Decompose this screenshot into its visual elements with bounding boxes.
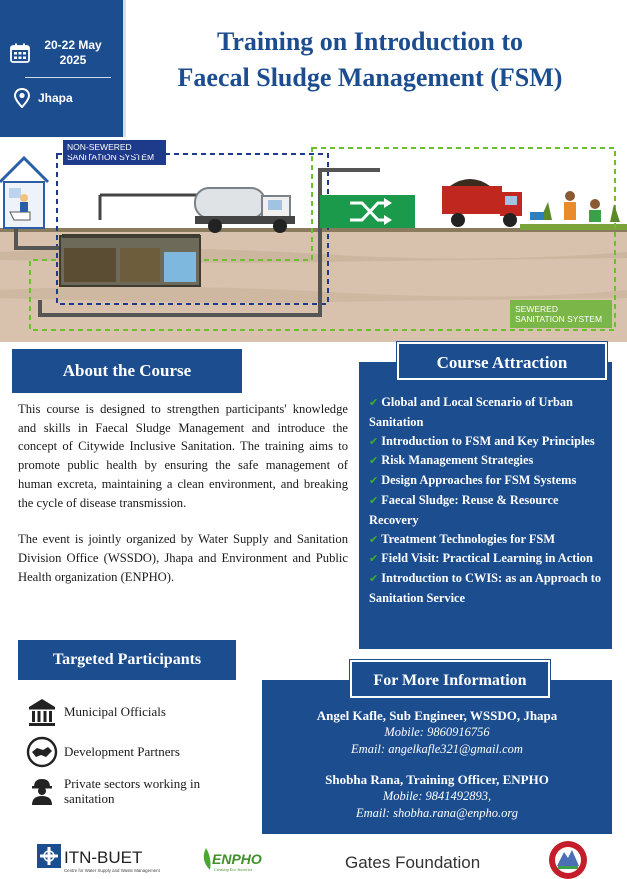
attraction-item: ✔ Design Approaches for FSM Systems <box>369 473 577 488</box>
event-location <box>14 88 73 108</box>
contact-mobile: Mobile: 9841492893, <box>382 789 492 803</box>
check-icon: ✔ <box>369 474 379 488</box>
itn-name: ITN-BUET <box>64 848 143 867</box>
attraction-item: ✔ Introduction to FSM and Key Principles <box>369 433 595 448</box>
divider <box>25 77 111 78</box>
participant-label: Private sectors working in sanitation <box>64 776 201 806</box>
about-text <box>18 400 348 586</box>
date-text: 20-22 May 2025 <box>44 38 102 67</box>
enpho-name: ENPHO <box>212 851 262 867</box>
check-icon: ✔ <box>369 396 379 409</box>
about-heading: About the Course <box>12 349 242 393</box>
attraction-item: ✔ Treatment Technologies for FSM <box>369 531 556 546</box>
location-pin-icon <box>14 88 30 108</box>
handshake-icon <box>26 736 58 768</box>
septic-tank-icon <box>60 234 200 286</box>
contact-name: Shobha Rana, Training Officer, ENPHO <box>325 772 549 787</box>
contact-name: Angel Kafle, Sub Engineer, WSSDO, Jhapa <box>316 708 558 723</box>
check-icon: ✔ <box>369 493 379 507</box>
itn-buet-logo <box>37 844 161 873</box>
event-date <box>10 38 108 68</box>
participant-item <box>26 696 166 728</box>
page-title: Training on Introduction to Faecal Sludge Management (FSM) <box>177 27 563 92</box>
location-text: Jhapa <box>38 91 73 105</box>
more-info-heading: For More Information <box>350 660 550 698</box>
sidebar-edge <box>123 0 126 137</box>
event-info-box <box>0 0 123 137</box>
enpho-tagline: Creating Eco Societies <box>214 867 253 872</box>
participant-label: Municipal Officials <box>64 704 166 719</box>
calendar-icon <box>10 43 30 63</box>
non-sewered-label-1: NON-SEWERED <box>67 142 132 152</box>
course-attraction-panel <box>359 362 612 649</box>
partner-logos <box>0 838 627 879</box>
contact-mobile: Mobile: 9860916756 <box>384 725 490 739</box>
sanitation-illustration <box>0 140 627 342</box>
itn-tagline: Centre for Water Supply and Waste Management <box>64 868 160 873</box>
attraction-item: ✔ Global and Local Scenario of Urban Sanitation <box>369 395 573 429</box>
participant-item <box>26 774 234 806</box>
organizers-paragraph: The event is jointly organized by Water Supply and Sanitation Division Office (WSSDO), Jhapa and Environment and Public Health organization (ENPHO). <box>18 532 348 584</box>
contact-email[interactable]: Email: shobha.rana@enpho.org <box>355 806 519 820</box>
course-attraction-heading: Course Attraction <box>397 342 607 380</box>
attraction-item: ✔ Faecal Sludge: Reuse & Resource Recovery <box>369 492 559 527</box>
gates-foundation-logo: Gates Foundation <box>345 853 481 872</box>
about-paragraph: This course is designed to strengthen participants' knowledge and skills in Faecal Sludge Management and introduce the concept of Citywide Inclusive Sanitation. The training aims to promote public health by ensuring the safe management of human excreta, maintaining a clean environment, and breaking the cycle of disease transmission. <box>18 402 348 510</box>
sewered-label-1: SEWERED <box>515 304 558 314</box>
check-icon: ✔ <box>369 454 379 468</box>
check-icon: ✔ <box>369 572 379 586</box>
participant-item <box>26 736 180 768</box>
enpho-logo <box>204 848 262 872</box>
contact-email[interactable]: Email: angelkafle321@gmail.com <box>351 742 523 756</box>
check-icon: ✔ <box>369 552 379 566</box>
contact-info-panel <box>262 680 612 834</box>
worker-helmet-icon <box>26 774 58 806</box>
government-building-icon <box>26 696 58 728</box>
targeted-participants-heading: Targeted Participants <box>18 640 236 680</box>
attraction-item: ✔ Risk Management Strategies <box>369 453 534 468</box>
non-sewered-label-2: SANITATION SYSTEM <box>67 152 155 162</box>
attraction-item: ✔ Field Visit: Practical Learning in Action <box>369 551 593 566</box>
sewered-label-2: SANITATION SYSTEM <box>515 314 603 324</box>
shuffle-icon <box>320 195 415 228</box>
participant-label: Development Partners <box>64 744 180 759</box>
check-icon: ✔ <box>369 532 379 546</box>
check-icon: ✔ <box>369 434 379 448</box>
attraction-item: ✔ Introduction to CWIS: as an Approach to Sanitation Service <box>369 571 602 605</box>
nepal-government-emblem <box>549 841 587 879</box>
